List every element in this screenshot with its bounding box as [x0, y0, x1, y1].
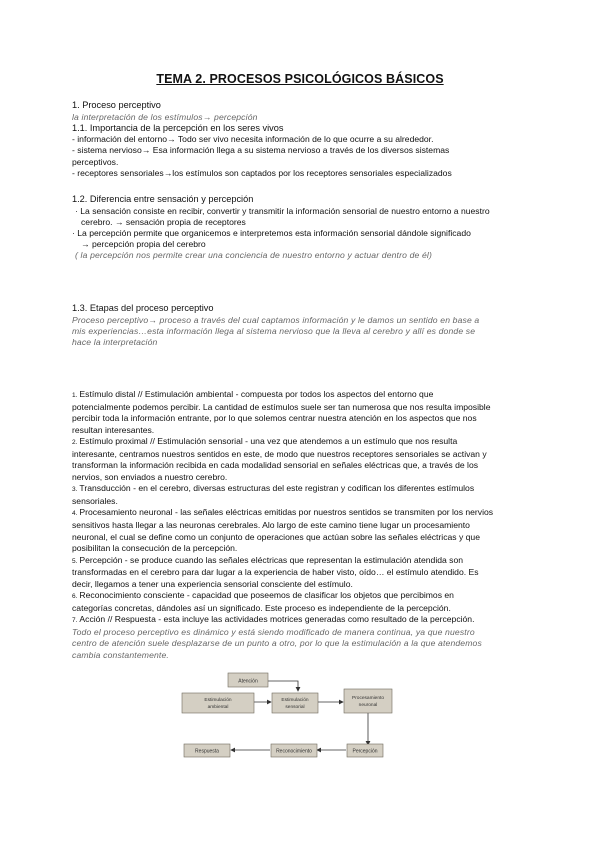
diagram-node-recognition — [271, 744, 317, 757]
section-1-heading: 1. Proceso perceptivo — [72, 100, 161, 110]
stage-line — [72, 532, 528, 544]
stage-number: 5. — [72, 557, 78, 565]
stage-line — [72, 543, 528, 555]
stage-text: potencialmente podemos percibir. La cantidad de estímulos suele ser tan numerosa que nos resulta imposible — [72, 401, 491, 412]
stage-text: sensoriales. — [72, 495, 118, 506]
stage-text: Procesamiento neuronal - las señales eléctricas emitidas por nuestros sentidos se transmiten por los nervios — [79, 507, 494, 518]
stage-line — [72, 389, 528, 402]
stage-line — [72, 520, 528, 532]
perception-cycle-diagram — [178, 665, 403, 770]
section-1-2-note: ( la percepción nos permite crear una conciencia de nuestro entorno y actuar dentro de él) — [75, 250, 432, 261]
stage-line — [72, 579, 528, 591]
stage-line — [72, 483, 528, 496]
section-1-1-line: - información del entorno→ Todo ser vivo necesita información de lo que ocurre a su alrededor. — [72, 134, 434, 145]
svg-text:Reconocimiento: Reconocimiento — [276, 748, 312, 755]
closing-line: centro de atención suele desplazarse de un punto a otro, por lo que la estimulación a la que atendemos — [72, 638, 482, 649]
definition-line: hace la interpretación — [72, 336, 158, 347]
diagram-node-response — [184, 744, 230, 757]
stage-text: Estímulo distal // Estimulación ambiental - compuesta por todos los aspectos del entorno que — [79, 389, 434, 399]
stage-number: 4. — [72, 510, 78, 518]
stage-line — [72, 507, 528, 520]
stage-text: Reconocimiento consciente - capacidad que poseemos de clasificar los objetos que percibimos en — [79, 590, 454, 601]
stage-text: decir, llegamos a tener una experiencia sensorial consciente del estímulo. — [72, 578, 353, 589]
stage-number: 1. — [72, 392, 78, 399]
diagram-node-neural-processing — [344, 689, 392, 713]
page-title: TEMA 2. PROCESOS PSICOLÓGICOS BÁSICOS — [156, 72, 444, 86]
stage-line — [72, 460, 528, 472]
stage-line — [72, 436, 528, 449]
stage-number: 2. — [72, 439, 78, 447]
section-1-1-heading: 1.1. Importancia de la percepción en los seres vivos — [72, 122, 284, 133]
stage-line — [72, 555, 528, 568]
diagram-node-perception — [347, 744, 383, 757]
stage-text: interesante, centramos nuestros sentidos en este, de modo que nuestros receptores sensoriales se activan y — [72, 448, 487, 459]
section-1-subtitle: la interpretación de los estímulos→ percepción — [72, 111, 258, 122]
stage-number: 7. — [72, 617, 78, 625]
stage-text: Transducción - en el cerebro, diversas estructuras del este registran y codifican los diferentes estímulos — [79, 483, 475, 494]
stage-text: neuronal, el cual se define como un conjunto de operaciones que actúan sobre las señales eléctricas y que — [72, 531, 480, 542]
closing-line: Todo el proceso perceptivo es dinámico y está siendo modificado de manera continua, ya que nuestro — [72, 626, 475, 637]
stage-number: 3. — [72, 486, 78, 494]
stage-line — [72, 603, 528, 615]
section-1-1-line: - sistema nervioso→ Esa información llega a su sistema nervioso a través de los diversos sistemas — [72, 145, 450, 156]
section-1-2-heading: 1.2. Diferencia entre sensación y percepción — [72, 194, 254, 204]
section-1-3 — [72, 303, 528, 348]
stage-text: posibilitan la consecución de la percepción. — [72, 543, 238, 554]
stage-text: transforman la información recibida en cada modalidad sensorial en señales eléctricas que, a través de los — [72, 460, 479, 471]
stage-text: categorías concretas, dándoles así un significado. Este proceso es independiente de la percepción. — [72, 602, 451, 613]
diagram-node-stimulus-ambient — [182, 693, 254, 713]
stage-number: 6. — [72, 593, 78, 601]
stage-line — [72, 590, 528, 603]
stage-line — [72, 472, 528, 484]
stage-line — [72, 402, 528, 414]
stage-text: resultan interesantes. — [72, 424, 155, 435]
stages-list — [72, 389, 528, 662]
section-1-1-line: - receptores sensoriales→los estímulos son captados por los receptores sensoriales especializados — [72, 167, 452, 178]
section-1-1-line: perceptivos. — [72, 156, 119, 167]
svg-text:Percepción: Percepción — [352, 748, 378, 755]
stage-line — [72, 496, 528, 508]
svg-text:Procesamiento: Procesamiento — [352, 696, 384, 701]
section-1-3-heading: 1.3. Etapas del proceso perceptivo — [72, 303, 214, 313]
diagram-node-top — [228, 673, 268, 687]
stage-line — [72, 449, 528, 461]
stage-text: percibir toda la información entrante, por lo que solemos centrar nuestra atención en los aspectos que nos — [72, 413, 477, 424]
diagram-node-stimulus-sensory — [272, 693, 318, 713]
stage-line — [72, 567, 528, 579]
section-1 — [72, 100, 528, 179]
section-1-2-line: · La percepción permite que organicemos e interpretemos esta información sensorial dándole significado — [72, 227, 471, 238]
stage-text: Acción // Respuesta - esta incluye las actividades motrices generadas como resultado de la percepción. — [79, 614, 475, 625]
section-1-2 — [72, 194, 528, 262]
svg-text:Respuesta: Respuesta — [195, 748, 219, 755]
definition-line: Proceso perceptivo→ proceso a través del cual captamos información y le damos un sentido en base a — [72, 314, 480, 325]
stage-line — [72, 425, 528, 437]
stage-text: Percepción - se produce cuando las señales eléctricas que representan la estimulación atendida son — [79, 554, 464, 565]
stage-text: nervios, son enviados a nuestro cerebro. — [72, 471, 228, 482]
stage-text: sensitivos hasta llegar a las neuronas cerebrales. Alo largo de este camino tiene lugar un procesamiento — [72, 520, 470, 531]
stage-text: Estímulo proximal // Estimulación sensorial - una vez que atendemos a un estímulo que nos resulta — [79, 436, 458, 447]
svg-text:ambiental: ambiental — [207, 705, 229, 710]
closing-line: cambia constantemente. — [72, 650, 169, 661]
section-1-2-line: → percepción propia del cerebro — [81, 239, 206, 250]
svg-text:Estimulación: Estimulación — [204, 698, 232, 703]
section-1-2-line: · La sensación consiste en recibir, convertir y transmitir la información sensorial de nuestro entorno a nuestro — [75, 205, 490, 216]
stage-line — [72, 413, 528, 425]
svg-text:sensorial: sensorial — [285, 705, 305, 710]
stage-line — [72, 614, 528, 627]
svg-text:Atención: Atención — [238, 678, 258, 685]
svg-text:Estimulación: Estimulación — [281, 698, 309, 703]
svg-text:neuronal: neuronal — [358, 703, 378, 708]
section-1-2-line: cerebro. → sensación propia de receptores — [81, 216, 246, 227]
stage-text: transformadas en el cerebro para dar lugar a la experiencia de haber visto, oído… el estímulo atendido. Es — [72, 567, 479, 578]
definition-line: mis experiencias…esta información llega al sistema nervioso que la lleva al cerebro y allí es donde se — [72, 325, 476, 336]
